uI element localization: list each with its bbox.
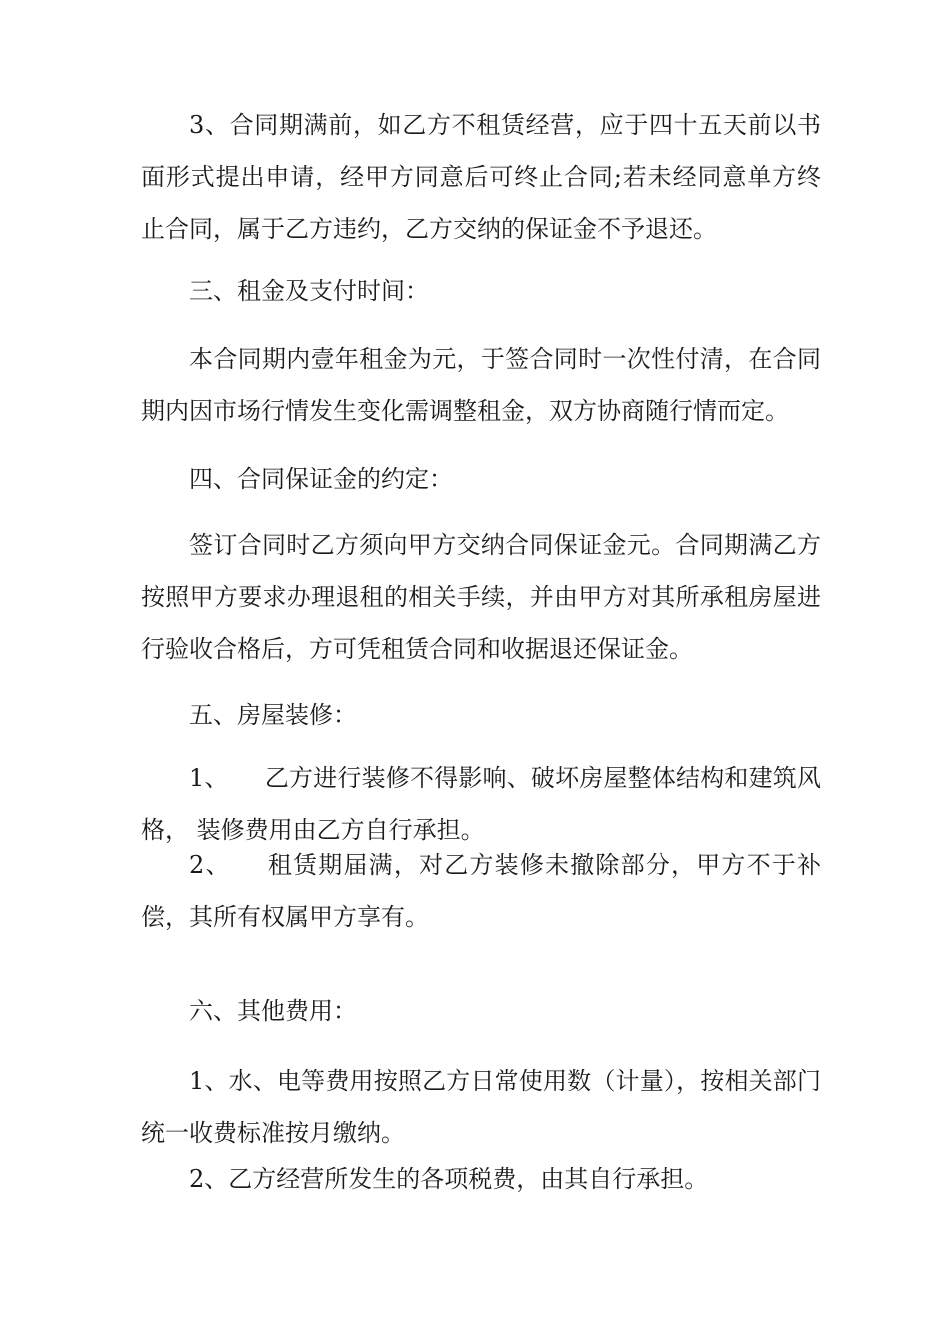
item-number: 2、 xyxy=(189,851,231,879)
item-number: 1、 xyxy=(189,764,229,792)
item-text: 租赁期届满，对乙方装修未撤除部分，甲方不于补偿，其所有权属甲方享有。 xyxy=(141,851,821,931)
heading-section4: 四、合同保证金的约定： xyxy=(189,465,453,493)
item-text: 乙方进行装修不得影响、破坏房屋整体结构和建筑风格， 装修费用由乙方自行承担。 xyxy=(141,764,821,844)
paragraph-section4: 签订合同时乙方须向甲方交纳合同保证金元。合同期满乙方按照甲方要求办理退租的相关手续，并由甲方对其所承租房屋进行验收合格后，方可凭租赁合同和收据退还保证金。 xyxy=(141,531,821,663)
paragraph-section2-item3: 3、合同期满前，如乙方不租赁经营，应于四十五天前以书面形式提出申请，经甲方同意后可终止合同;若未经同意单方终 止合同，属于乙方违约，乙方交纳的保证金不予退还。 xyxy=(141,111,821,243)
paragraph-section3: 本合同期内壹年租金为元，于签合同时一次性付清，在合同期内因市场行情发生变化需调整租金，双方协商随行情而定。 xyxy=(141,345,821,425)
paragraph-section6-item1: 1、水、电等费用按照乙方日常使用数（计量），按相关部门统一收费标准按月缴纳。 xyxy=(141,1067,821,1147)
heading-section3: 三、租金及支付时间： xyxy=(189,277,429,305)
paragraph-section5-item2 xyxy=(141,839,821,943)
heading-section5: 五、房屋装修： xyxy=(189,701,357,729)
paragraph-section6-item2: 2、乙方经营所发生的各项税费，由其自行承担。 xyxy=(189,1165,709,1193)
heading-section6: 六、其他费用： xyxy=(189,997,357,1025)
